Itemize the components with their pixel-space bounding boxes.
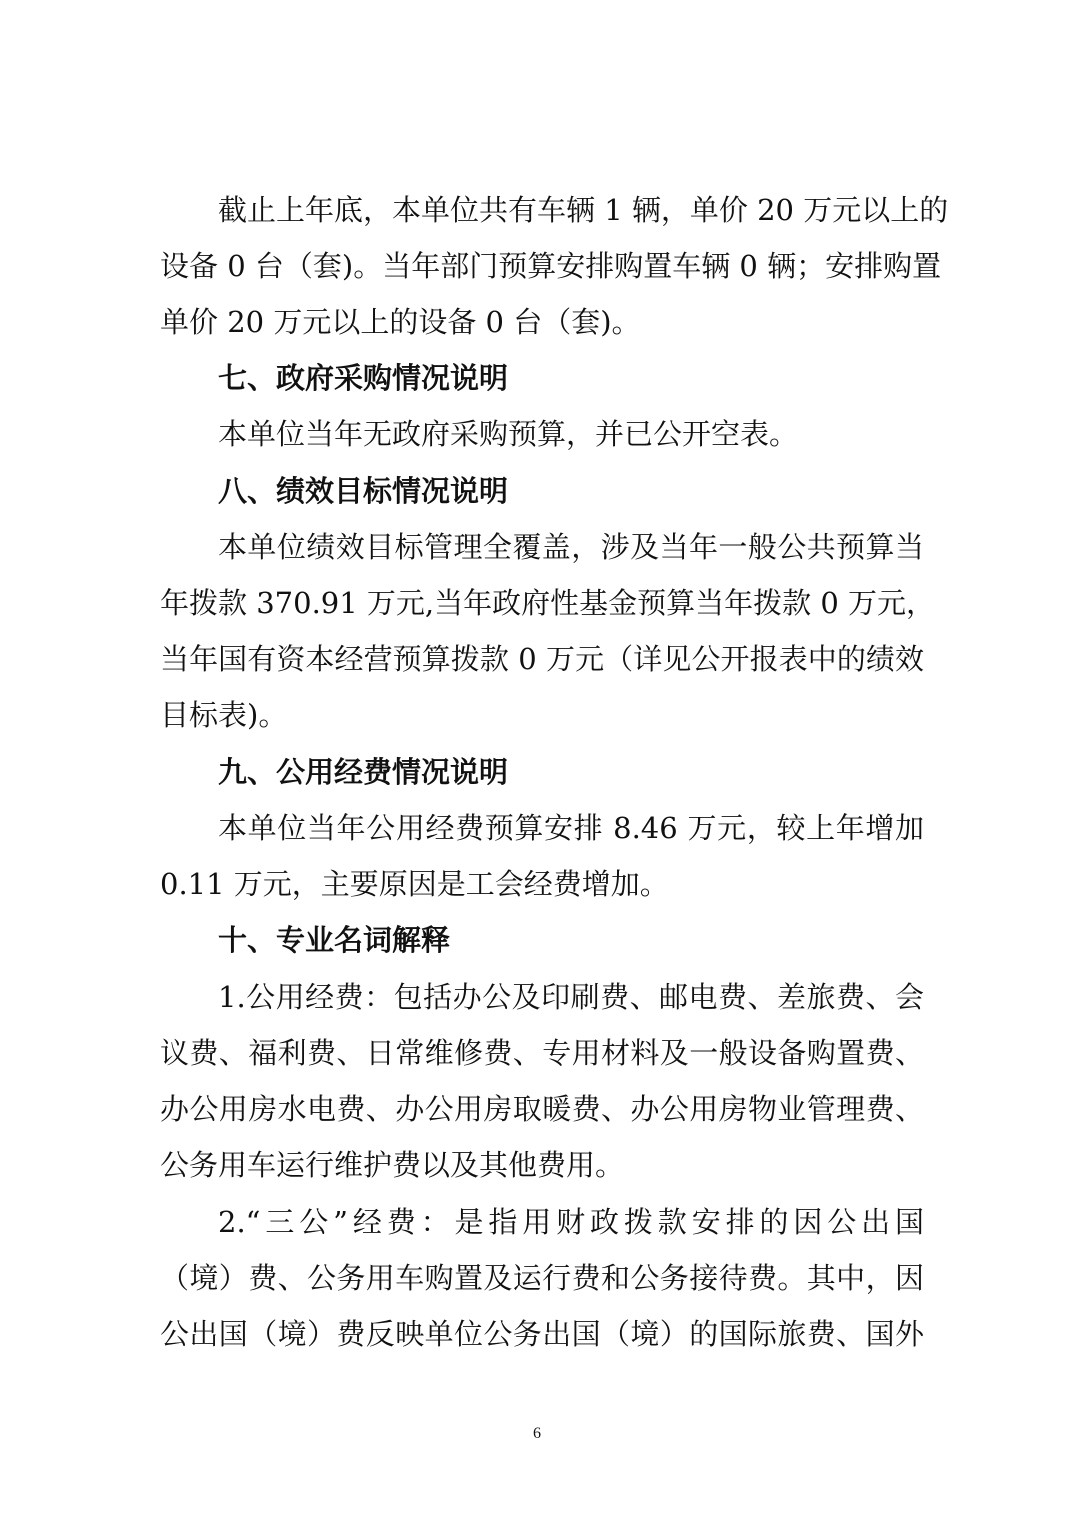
section-heading-8: 八、绩效目标情况说明 (218, 474, 509, 508)
page-number: 6 (533, 1425, 541, 1442)
paragraph-line: 单价 20 万元以上的设备 0 台（套)。 (160, 305, 641, 339)
paragraph-line: 目标表)。 (160, 698, 288, 732)
paragraph-line: 本单位绩效目标管理全覆盖，涉及当年一般公共预算当 (218, 530, 924, 564)
paragraph-line: 0.11 万元，主要原因是工会经费增加。 (160, 867, 669, 901)
paragraph-line: 1.公用经费：包括办公及印刷费、邮电费、差旅费、会 (218, 980, 924, 1014)
paragraph-line: 公务用车运行维护费以及其他费用。 (160, 1148, 625, 1182)
paragraph-line: 公出国（境）费反映单位公务出国（境）的国际旅费、国外 (160, 1317, 924, 1351)
paragraph-line: 办公用房水电费、办公用房取暖费、办公用房物业管理费、 (160, 1092, 924, 1126)
paragraph-line: 本单位当年无政府采购预算，并已公开空表。 (218, 417, 799, 451)
paragraph-line: 当年国有资本经营预算拨款 0 万元（详见公开报表中的绩效 (160, 642, 924, 676)
paragraph-line: 年拨款 370.91 万元,当年政府性基金预算当年拨款 0 万元， (160, 586, 936, 620)
paragraph-line: （境）费、公务用车购置及运行费和公务接待费。其中，因 (160, 1261, 924, 1295)
section-heading-9: 九、公用经费情况说明 (218, 755, 509, 789)
section-heading-7: 七、政府采购情况说明 (218, 361, 509, 395)
paragraph-line: 本单位当年公用经费预算安排 8.46 万元，较上年增加 (218, 811, 924, 845)
section-heading-10: 十、专业名词解释 (218, 923, 451, 957)
paragraph-line: 2.“三公”经费：是指用财政拨款安排的因公出国 (218, 1205, 924, 1239)
paragraph-line: 截止上年底，本单位共有车辆 1 辆，单价 20 万元以上的 (218, 193, 949, 227)
paragraph-line: 设备 0 台（套)。当年部门预算安排购置车辆 0 辆；安排购置 (160, 249, 942, 283)
paragraph-line: 议费、福利费、日常维修费、专用材料及一般设备购置费、 (160, 1036, 924, 1070)
